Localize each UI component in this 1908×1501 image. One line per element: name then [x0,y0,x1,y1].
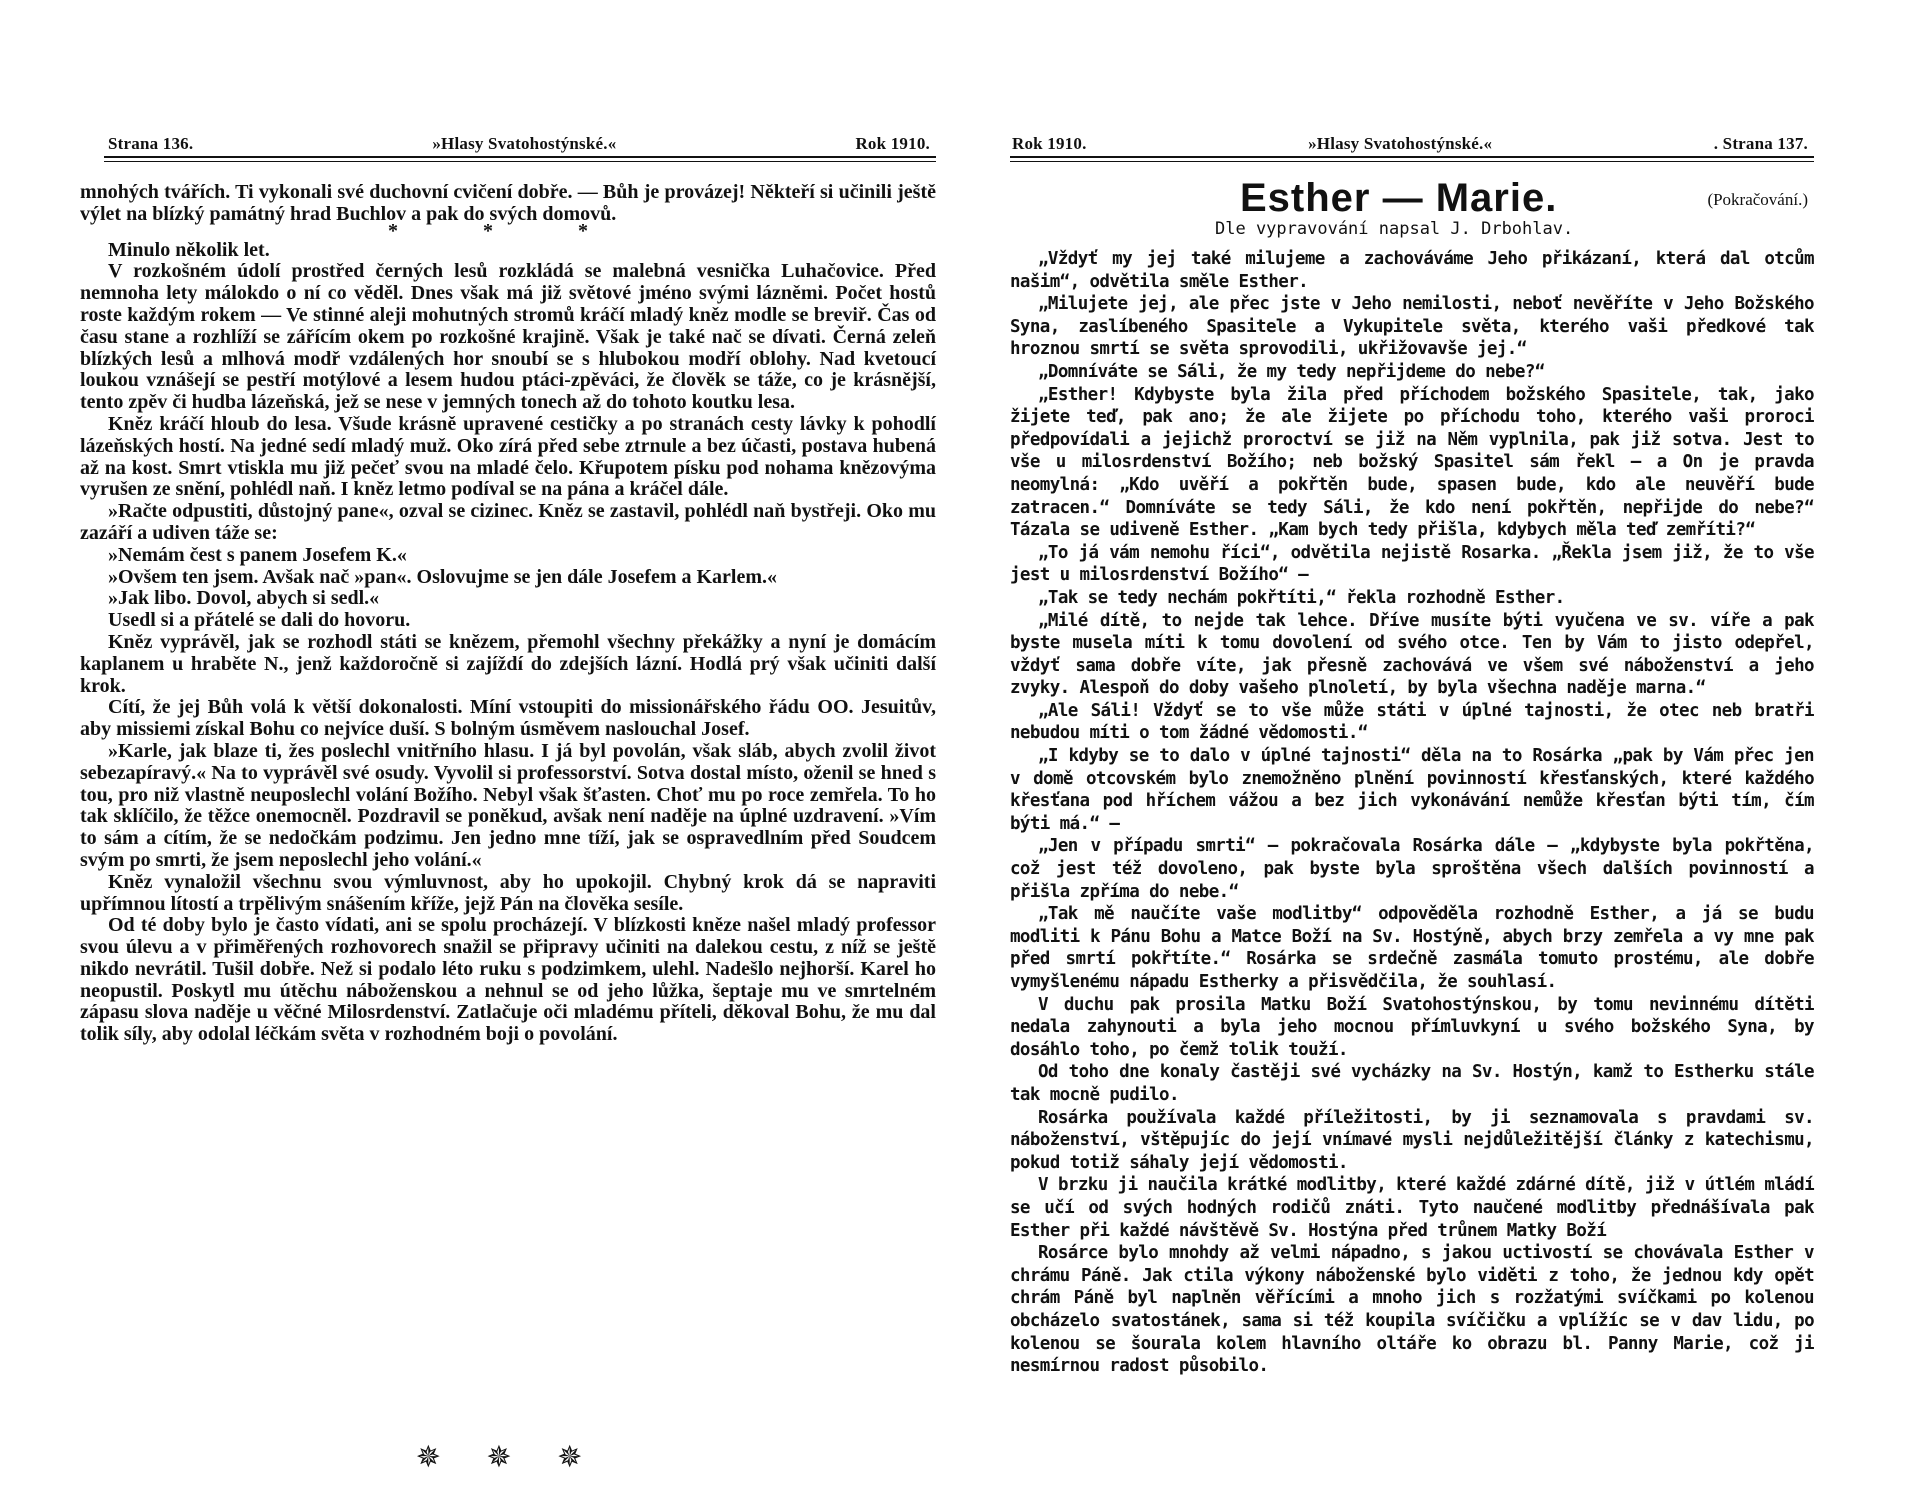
continued-note: (Pokračování.) [1707,190,1808,209]
paragraph: „Milé dítě, to nejde tak lehce. Dříve musíte býti vyučena ve sv. víře a pak byste musela míti k tomu dovolení od svého otce. Ten by Vám to jisto odepřel, vždyť sama dobře víte, jak přesně zachovává ve všem své náboženství a jeho zvyky. Alespoň do doby vašeho plnoletí, by byla všechna naděje marna.“ [1010,610,1814,699]
right-running-header [1012,128,1808,154]
paragraph: Od toho dne konaly častěji své vycházky na Sv. Hostýn, kamž to Estherku stále tak mocně pudilo. [1010,1062,1814,1105]
right-body-text [1010,248,1814,1378]
right-year: Rok 1910. [1012,134,1087,153]
paragraph: „Tak se tedy nechám pokřtíti,“ řekla rozhodně Esther. [1038,587,1565,608]
paragraph: »Nemám čest s panem Josefem K.« [108,543,407,566]
paragraph: „Domníváte se Sáli, že my tedy nepřijdeme do nebe?“ [1038,361,1545,382]
article-title: Esther — Marie. [1240,176,1558,220]
paragraph: „To já vám nemohu říci“, odvětila nejistě Rosarka. „Řekla jsem již, že to vše jest u milosrdenství Božího“ — [1010,542,1814,586]
paragraph: Kněz kráčí hloub do lesa. Všude krásně upravené cestičky a po stranách cesty lávky k pohodlí lázeňských hostí. Na jedné sedí mladý muž. Oko zírá před sebe ztrnule a bez účasti, postava hubená až na kost. Smrt vtiskla mu již pečeť svou na mladé čelo. Křupotem písku pod nohama knězovýma vyrušen ze snění, pohlédl naň. I kněz letmo podíval se na pána a kráčel dále. [80,412,936,501]
right-page-number: . Strana 137. [1713,134,1808,153]
header-rule-thin [104,161,936,162]
paragraph: V brzku ji naučila krátké modlitby, které každé zdárné dítě, již v útlém mládí se učí od svých hodných rodičů znáti. Tyto naučené modlitby přednášívala pak Esther při každé návštěvě Sv. Hostýna před trůnem Matky Boží [1010,1175,1814,1241]
paragraph: Rosárce bylo mnohdy až velmi nápadno, s jakou uctivostí se chovávala Esther v chrámu Páně. Jak ctila výkony náboženské bylo viděti z toho, že jednou kdy opět chrám Páně byl naplněn věřícími a mnoho jich s rozžatými svíčkami po kolenou obcházelo svatostánek, sama si též koupila svíčičku a vplížíc se v dav lidu, po kolenou se šourala kolem hlavního oltáře ko obrazu bl. Panny Marie, což ji nesmírnou radost působilo. [1010,1243,1814,1377]
paragraph: „Esther! Kdybyste byla žila před příchodem božského Spasitele, tak, jako žijete teď, pak ano; že ale žijete po příchodu toho, kterého vaši proroci předpovídali a jejichž proroctví se již na Něm vyplnila, pak již sotva. Jest to vše u milosrdenství Božího; neb božský Spasitel sám řekl — a On je pravda neomylná: „Kdo uvěří a pokřtěn bude, spasen bude, kdo ale neuvěří bude zatracen.“ Domníváte se tedy Sáli, že kdo není pokřtěn, nepřijde do nebe?“ Tázala se udiveně Esther. „Kam bych tedy přišla, kdybych měla teď zemříti?“ [1010,384,1814,541]
paragraph: »Karle, jak blaze ti, žes poslechl vnitřního hlasu. I já byl povolán, však sláb, abych zvolil život sebezapíravý.« Na to vyprávěl své osudy. Vyvolil si professorství. Sotva dostal místo, oženil se hned s tou, pro niž vlastně neuposlechl volání Božího. Nebyl však šťasten. Choť mu po roce zemřela. To ho tak sklíčilo, že těžce onemocněl. Pozdravil se poněkud, avšak není naděje na úplné uzdravení. »Vím to sám a cítím, že se nedočkám podzimu. Jen jedno mne tíží, jak se ospravedlním před Soudcem svým po smrti, že jsem neposlechl jeho volání.« [80,739,936,871]
end-ornament: ✵ ✵ ✵ [415,1440,601,1475]
left-running-header [108,128,930,154]
paragraph: »Račte odpustiti, důstojný pane«, ozval se cizinec. Kněz se zastavil, pohlédl naň bystřeji. Oko mu zazáří a udiven táže se: [80,500,936,544]
paragraph: Cítí, že jej Bůh volá k větší dokonalosti. Míní vstoupiti do missionářského řádu OO. Jesuitův, aby missiemi získal Bohu co nejvíce duší. S bolným úsměvem naslouchal Josef. [80,696,936,741]
paragraph: Usedl si a přátelé se dali do hovoru. [108,609,411,632]
paragraph: Minulo několik let. [108,238,270,261]
paragraph: „Tak mě naučíte vaše modlitby“ odpověděla rozhodně Esther, a já se budu modliti k Pánu Bohu a Matce Boží na Sv. Hostýně, abych brzy zemřela a vy mne pak před smrtí pokřtíte.“ Rosárka se srdečně zasmála tomuto prostému, ale dobře vymyšlenému nápadu Estherky a přisvědčila, že souhlasí. [1010,904,1814,992]
paragraph: Rosárka používala každé příležitosti, by ji seznamovala s pravdami sv. náboženství, vštěpujíc do její vnímavé mysli nejdůležitější články z katechismu, pokud totiž sáhaly její vědomosti. [1010,1107,1814,1173]
article-byline: Dle vypravování napsal J. Drbohlav. [1215,219,1574,239]
left-body-text [80,182,936,1046]
paragraph: V duchu pak prosila Matku Boží Svatohostýnskou, by tomu nevinnému dítěti nedala zahynouti a byla jeho mocnou přímluvkyní u svého božského Syna, by dosáhlo toho, po čemž tolik touží. [1010,994,1814,1060]
paragraph: „Milujete jej, ale přec jste v Jeho nemilosti, neboť nevěříte v Jeho Božského Syna, zaslíbeného Spasitele a Vykupitele světa, kterého vaši předkové tak hroznou smrtí se světa sprovodili, ukřižovavše jej.“ [1010,294,1814,360]
paragraph: „I kdyby se to dalo v úplné tajnosti“ děla na to Rosárka „pak by Vám přec jen v domě otcovském bylo znemožněno plnění povinností křesťanských, které každého křesťana pod hříchem vážou a bez jich vykonávání nemůže křesťan býti tím, čím býti má.“ — [1010,746,1814,834]
article-heading [1010,176,1814,238]
section-separator-stars: * * * [388,219,628,242]
header-rule [1010,156,1814,158]
paragraph: Kněz vyprávěl, jak se rozhodl státi se knězem, přemohl všechny překážky a nyní je domácím kaplanem u hraběte N., jenž každoročně si zajíždí do zdejších lázní. Hodlá prý však učiniti další krok. [80,630,936,697]
right-page [954,0,1908,1501]
left-year: Rok 1910. [855,134,930,153]
right-magazine-title: »Hlasy Svatohostýnské.« [1308,134,1493,153]
paragraph: »Jak libo. Dovol, abych si sedl.« [108,587,380,610]
paragraph: mnohých tvářích. Ti vykonali své duchovní cvičení dobře. — Bůh je provázej! Někteří si učinili ještě výlet na blízký památný hrad Buchlov a pak do svých domovů. [80,181,936,225]
header-rule-thin [1010,161,1814,162]
paragraph: Od té doby bylo je často vídati, ani se spolu procházejí. V blízkosti kněze našel mladý professor svou úlevu a v přiměřených rozhovorech snažil se připravy učiniti na dalekou cestu, z níž se ještě nikdo nevrátil. Tušil dobře. Než si podalo léto ruku s podzimkem, ulehl. Nadešlo nejhorší. Karel ho neopustil. Poskytl mu útěchu náboženskou a nehnul se od jehо lůžka, šeptaje mu ve smrtelném zápasu slova naděje u věčné Milosrdenství. Zatlačuje oči mladému příteli, děkoval Bohu, že mu dal tolik síly, aby odolal léčkám světa v rozhodném boji o povolání. [80,914,936,1046]
left-page-number: Strana 136. [108,134,194,153]
paragraph: »Ovšem ten jsem. Avšak nač »pan«. Oslovujme se jen dále Josefem a Karlem.« [108,565,778,588]
paragraph: „Jen v případu smrti“ — pokračovala Rosárka dále — „kdybyste byla pokřtěna, což jest též dovoleno, pak byste byla sproštěna všech dalších povinností a přišla zpříma do nebe.“ [1010,836,1814,902]
left-magazine-title: »Hlasy Svatohostýnské.« [432,134,617,153]
paragraph: „Vždyť my jej také milujeme a zachováváme Jeho přikázaní, která dal otcům našim“, odvětila směle Esther. [1010,249,1814,292]
paragraph: Kněz vynaložil všechnu svou výmluvnost, aby ho upokojil. Chybný krok dá se napraviti upřímnou lítostí a trpělivým snášením kříže, jejž Pán na člověka sesíle. [80,870,936,915]
paragraph: V rozkošném údolí prostřed černých lesů rozkládá se malebná vesnička Luhačovice. Před nemnoha lety málokdo o ní co věděl. Dnes však má již světové jméno svými lázněmi. Počet hostů roste každým rokem — Ve stinné aleji mohutných stromů kráčí mladý kněz modle se breviř. Čas od času stane a rozhlíží se zářícím okem po rozkošné krajině. Však je také nač se dívati. Černá zeleň blízkých lesů a mlhová modř vzdálených hor snoubí se s hlubokou modří oblohy. Nad kvetoucí loukou vznášejí se pestří motýlové a lesem hudou ptáci-zpěváci, že člověk se táže, co je krásnější, tento zpěv či hudba lázeňská, jež se nese v jemných tonech až do tohoto koutku lesa. [80,260,936,414]
header-rule [104,156,936,158]
paragraph: „Ale Sáli! Vždyť se to vše může státi v úplné tajnosti, že otec neb bratři nebudou míti o tom žádné vědomosti.“ [1010,700,1814,744]
